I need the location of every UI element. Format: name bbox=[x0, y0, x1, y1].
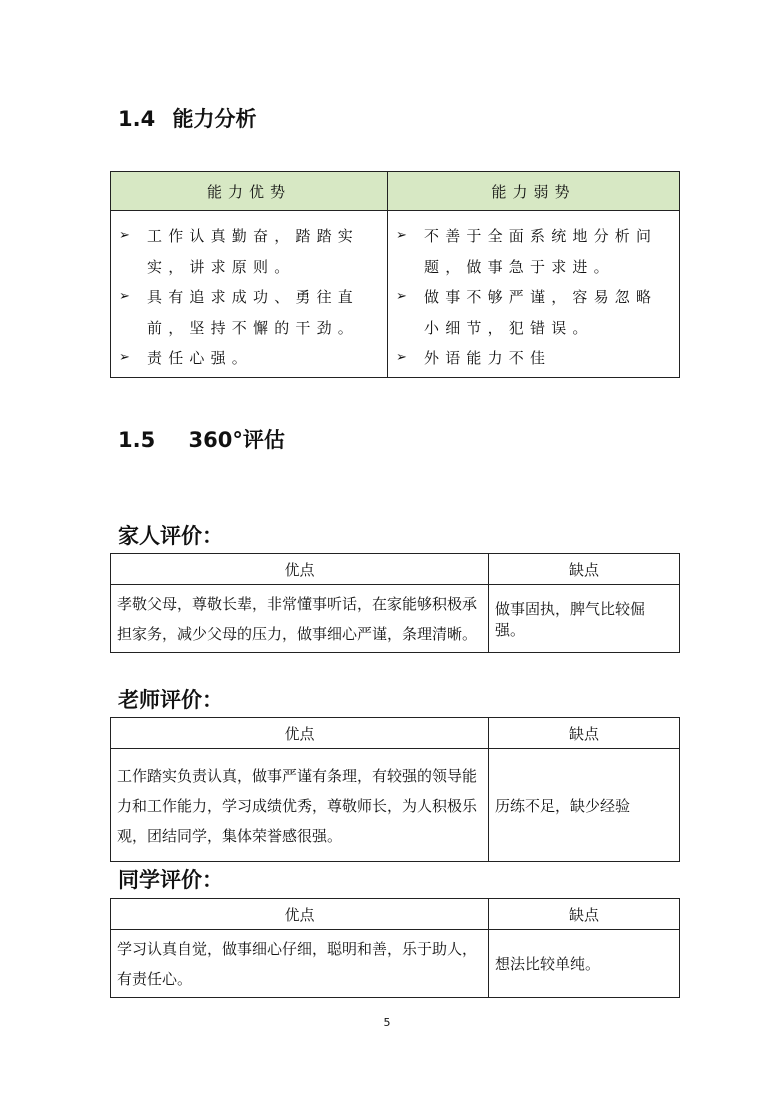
weakness-text: 外语能力不佳 bbox=[424, 349, 552, 367]
pros-cell: 学习认真自觉，做事细心仔细，聪明和善，乐于助人，有责任心。 bbox=[111, 930, 489, 998]
weaknesses-cell bbox=[388, 211, 680, 378]
weakness-text: 不善于全面系统地分析问题，做事急于求进。 bbox=[424, 227, 658, 276]
strengths-header: 能力优势 bbox=[111, 172, 388, 211]
cons-cell: 历练不足，缺少经验 bbox=[489, 749, 680, 862]
page-number: 5 bbox=[383, 1016, 391, 1029]
bullet-arrow-icon: ➢ bbox=[119, 350, 130, 365]
section-number: 1.4 bbox=[118, 107, 156, 131]
bullet-arrow-icon: ➢ bbox=[396, 228, 407, 243]
classmate-eval-table bbox=[110, 898, 680, 998]
section-heading-ability bbox=[118, 103, 257, 133]
cons-header: 缺点 bbox=[489, 718, 680, 749]
family-heading: 家人评价： bbox=[118, 524, 223, 548]
pros-cell: 工作踏实负责认真，做事严谨有条理，有较强的领导能力和工作能力，学习成绩优秀，尊敬师长，为人积极乐观，团结同学，集体荣誉感很强。 bbox=[111, 749, 489, 862]
pros-header: 优点 bbox=[111, 718, 489, 749]
list-item bbox=[119, 282, 383, 343]
list-item bbox=[119, 343, 383, 374]
pros-cell: 孝敬父母，尊敬长辈，非常懂事听话，在家能够积极承担家务，减少父母的压力，做事细心严谨，条理清晰。 bbox=[111, 585, 489, 653]
cons-header: 缺点 bbox=[489, 899, 680, 930]
list-item bbox=[396, 221, 675, 282]
strengths-list bbox=[111, 211, 387, 374]
section-number: 1.5 bbox=[118, 428, 156, 452]
strengths-cell bbox=[111, 211, 388, 378]
family-eval-table bbox=[110, 553, 680, 653]
bullet-arrow-icon: ➢ bbox=[119, 289, 130, 304]
section-title: 360°评估 bbox=[188, 428, 285, 452]
list-item bbox=[119, 221, 383, 282]
list-item bbox=[396, 282, 675, 343]
cons-cell: 做事固执，脾气比较倔强。 bbox=[489, 585, 680, 653]
weaknesses-header: 能力弱势 bbox=[388, 172, 680, 211]
ability-table bbox=[110, 171, 680, 378]
strength-text: 责任心强。 bbox=[147, 349, 254, 367]
cons-cell: 想法比较单纯。 bbox=[489, 930, 680, 998]
weakness-text: 做事不够严谨，容易忽略小细节，犯错误。 bbox=[424, 288, 658, 337]
strength-text: 具有追求成功、勇往直前，坚持不懈的干劲。 bbox=[147, 288, 360, 337]
pros-header: 优点 bbox=[111, 899, 489, 930]
section-title: 能力分析 bbox=[172, 107, 257, 131]
bullet-arrow-icon: ➢ bbox=[396, 289, 407, 304]
classmate-heading: 同学评价： bbox=[118, 868, 223, 892]
weaknesses-list bbox=[388, 211, 679, 374]
cons-header: 缺点 bbox=[489, 554, 680, 585]
pros-header: 优点 bbox=[111, 554, 489, 585]
teacher-heading: 老师评价： bbox=[118, 688, 223, 712]
section-heading-360 bbox=[118, 424, 285, 454]
bullet-arrow-icon: ➢ bbox=[396, 350, 407, 365]
strength-text: 工作认真勤奋，踏踏实实，讲求原则。 bbox=[147, 227, 360, 276]
teacher-eval-table bbox=[110, 717, 680, 862]
list-item bbox=[396, 343, 675, 374]
bullet-arrow-icon: ➢ bbox=[119, 228, 130, 243]
